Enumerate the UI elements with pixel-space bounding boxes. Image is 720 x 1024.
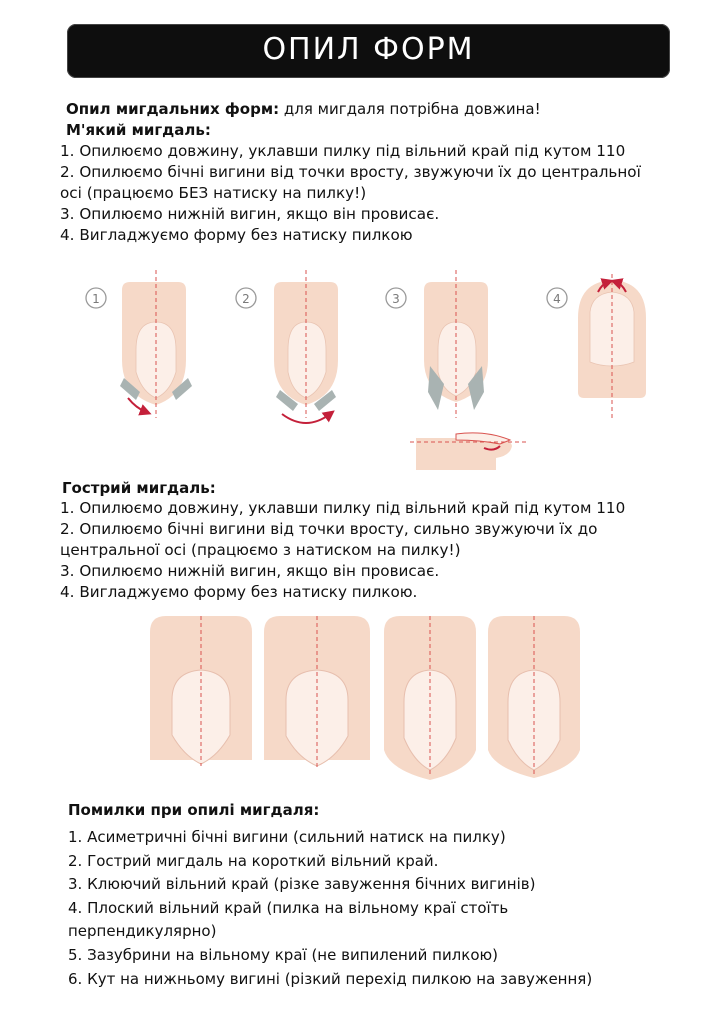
sharp-nail-3 [384,616,476,780]
sharp-almond-heading-block [62,478,216,499]
soft-step: осі (працюємо БЕЗ натиску на пилку!) [60,184,367,202]
error-item: 6. Кут на нижньому вигині (різкий перехід пилкою на завуження) [68,969,593,988]
page-title: ОПИЛ ФОРМ [262,32,475,67]
error-item: 1. Асиметричні бічні вигини (сильний натиск на пилку) [68,828,506,846]
error-item: 5. Зазубрини на вільному краї (не випилений пилкою) [68,945,498,964]
soft-step: 4. Вигладжуємо форму без натиску пилкою [60,226,413,244]
errors-list [68,826,592,991]
sharp-step: центральної осі (працюємо з натиском на пилку!) [60,541,461,559]
sharp-nail-2 [264,616,370,768]
step-number: 4 [553,292,561,306]
error-item: 4. Плоский вільний край (пилка на вільному краї стоїть [68,898,509,917]
sharp-nail-1 [150,616,252,766]
errors-heading-block [68,800,319,821]
step-number: 2 [242,292,250,306]
step-number: 3 [392,292,400,306]
soft-step: 2. Опилюємо бічні вигини від точки вросту, звужуючи їх до центральної [60,163,641,181]
motion-arrow [282,414,330,423]
soft-step-2-illustration [236,270,338,423]
sharp-step: 1. Опилюємо довжину, уклавши пилку під вільний край під кутом 110 [60,499,626,517]
error-item: перпендикулярно) [68,922,217,941]
sharp-step: 3. Опилюємо нижній вигин, якщо він провисає. [60,562,440,580]
sharp-almond-steps [60,498,625,603]
soft-almond-heading: М'який мигдаль: [66,121,211,139]
sharp-step: 2. Опилюємо бічні вигини від точки вросту, сильно звужуючи їх до [60,520,598,538]
step-number: 1 [92,292,100,306]
intro-heading: Опил мигдальних форм: [66,100,280,118]
soft-step: 1. Опилюємо довжину, уклавши пилку під вільний край під кутом 110 [60,142,626,160]
sharp-step: 4. Вигладжуємо форму без натиску пилкою. [60,583,418,601]
soft-step-3-illustration [386,270,488,418]
sharp-almond-heading: Гострий мигдаль: [62,479,216,497]
intro-text: для мигдаля потрібна довжина! [279,100,541,118]
soft-step: 3. Опилюємо нижній вигин, якщо він провисає. [60,205,440,223]
soft-step-4-illustration [547,274,646,418]
soft-step-1-illustration [86,270,192,418]
motion-arrow [128,398,146,412]
errors-heading: Помилки при опилі мигдаля: [68,801,320,819]
error-item: 2. Гострий мигдаль на короткий вільний край. [68,851,439,870]
sharp-nail-4 [488,616,580,778]
side-view-illustration [410,433,528,470]
error-item: 3. Клюючий вільний край (різке завуження бічних вигинів) [68,875,536,894]
